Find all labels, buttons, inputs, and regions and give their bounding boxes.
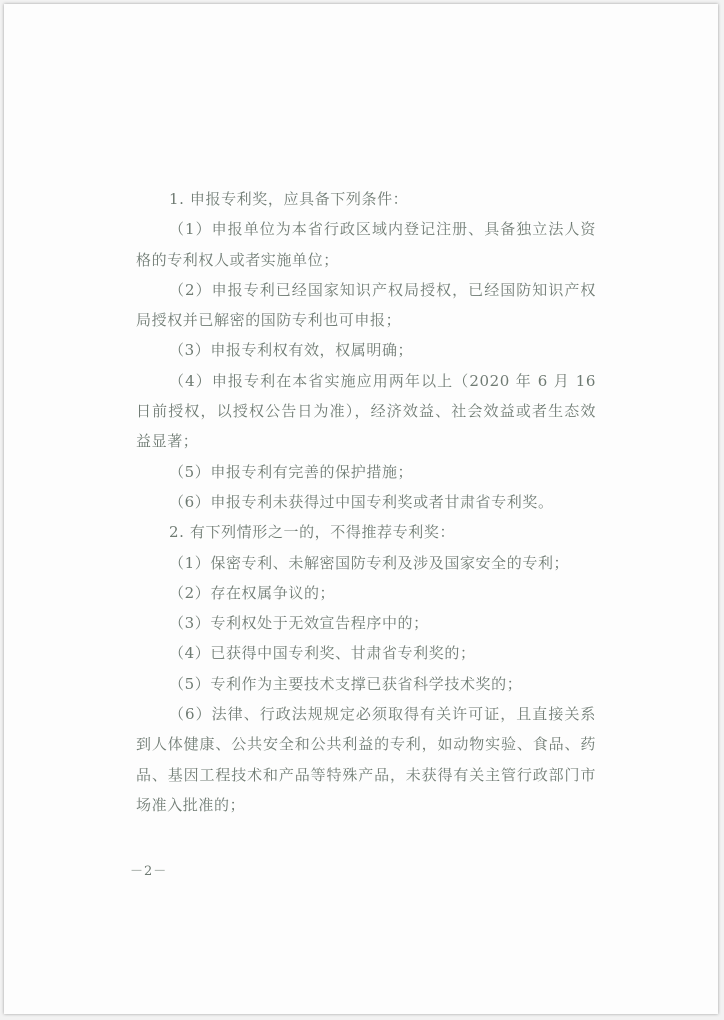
exclusion-item-5: （5）专利作为主要技术支撑已获省科学技术奖的；	[169, 674, 523, 693]
document-page	[4, 4, 718, 1014]
document-body	[136, 184, 596, 820]
exclusion-item-3: （3）专利权处于无效宣告程序中的；	[169, 614, 429, 633]
exclusion-item-2: （2）存在权属争议的；	[169, 583, 336, 602]
page-number: －2－	[130, 864, 168, 879]
exclusion-item-6: （6）法律、行政法规规定必须取得有关许可证，且直接关系到人体健康、公共安全和公共利益的专利，如动物实验、食品、药品、基因工程技术和产品等特殊产品，未获得有关主管行政部门市场准入批准的；	[136, 705, 596, 814]
section-heading-2: 2. 有下列情形之一的，不得推荐专利奖：	[169, 523, 456, 542]
condition-item-4: （4）申报专利在本省实施应用两年以上（2020 年 6 月 16 日前授权，以授权公告日为准），经济效益、社会效益或者生态效益显著；	[136, 371, 596, 451]
condition-item-1: （1）申报单位为本省行政区域内登记注册、具备独立法人资格的专利权人或者实施单位；	[136, 220, 596, 269]
condition-item-3: （3）申报专利权有效，权属明确；	[169, 341, 414, 360]
exclusion-item-1: （1）保密专利、未解密国防专利及涉及国家安全的专利；	[169, 553, 570, 572]
exclusion-item-4: （4）已获得中国专利奖、甘肃省专利奖的；	[169, 644, 476, 663]
section-heading-1: 1. 申报专利奖，应具备下列条件：	[169, 190, 409, 208]
condition-item-5: （5）申报专利有完善的保护措施；	[169, 462, 414, 481]
condition-item-6: （6）申报专利未获得过中国专利奖或者甘肃省专利奖。	[169, 492, 554, 511]
condition-item-2: （2）申报专利已经国家知识产权局授权，已经国防知识产权局授权并已解密的国防专利也可申报；	[136, 280, 596, 330]
